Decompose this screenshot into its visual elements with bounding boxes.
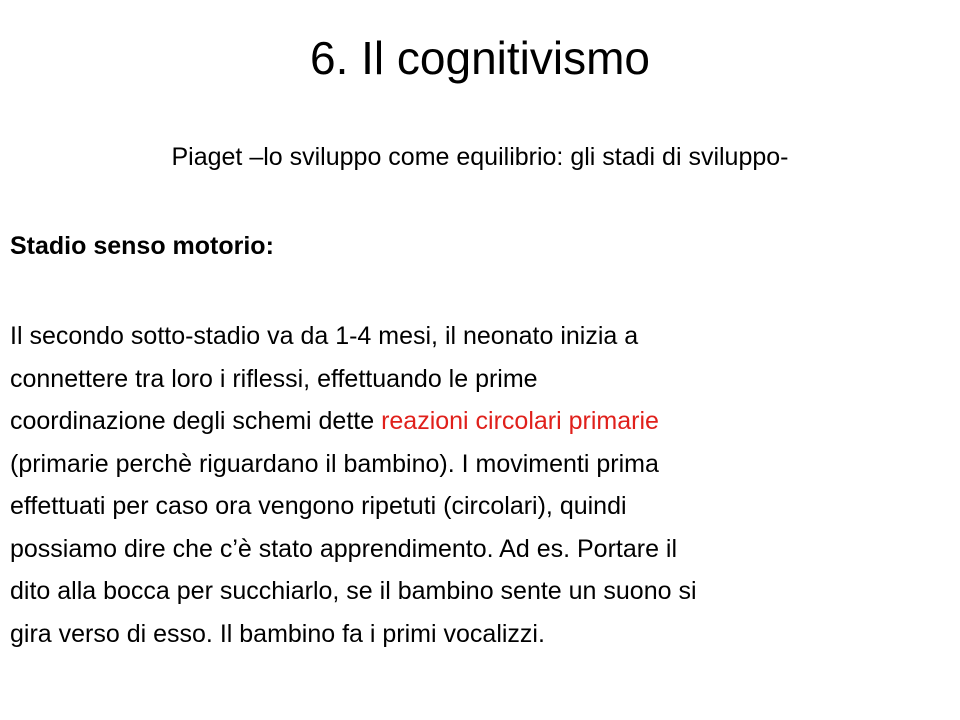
body-line-6: possiamo dire che c’è stato apprendimento. Ad es. Portare il — [10, 534, 678, 563]
slide-subtitle: Piaget –lo sviluppo come equilibrio: gli stadi di sviluppo- — [171, 143, 789, 171]
body-line-1: Il secondo sotto-stadio va da 1-4 mesi, il neonato inizia a — [10, 322, 639, 350]
body-paragraph — [10, 315, 950, 655]
body-line-3-text: coordinazione degli schemi dette — [10, 407, 382, 435]
slide-title: 6. Il cognitivismo — [309, 32, 650, 84]
body-line-3 — [10, 400, 950, 443]
body-line-8: gira verso di esso. Il bambino fa i primi vocalizzi. — [10, 619, 545, 648]
body-line-2: connettere tra loro i riflessi, effettuando le prime — [10, 364, 538, 393]
section-heading: Stadio senso motorio: — [10, 232, 274, 260]
body-line-4: (primarie perchè riguardano il bambino). I movimenti prima — [10, 449, 659, 478]
highlighted-term: reazioni circolari primarie — [381, 407, 659, 435]
body-line-5: effettuati per caso ora vengono ripetuti (circolari), quindi — [10, 492, 627, 520]
body-line-7: dito alla bocca per succhiarlo, se il bambino sente un suono si — [10, 577, 697, 605]
